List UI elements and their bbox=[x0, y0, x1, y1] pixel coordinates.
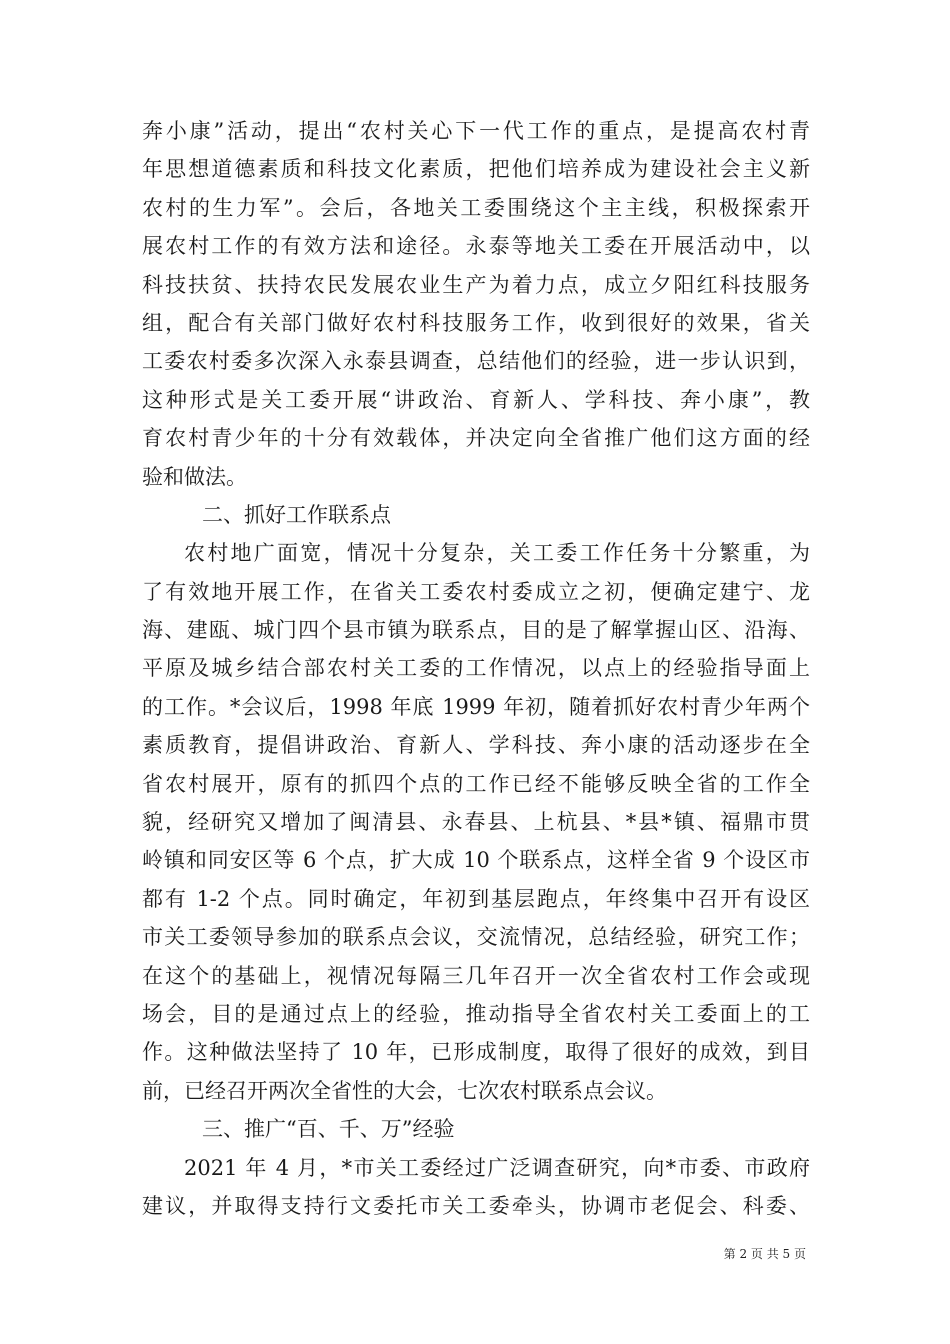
text-line: 组，配合有关部门做好农村科技服务工作，收到很好的效果，省关 bbox=[142, 310, 810, 335]
section-heading: 二、抓好工作联系点 bbox=[202, 502, 391, 527]
text-line: 验和做法。 bbox=[142, 464, 247, 489]
text-line: 农村的生力军”。会后，各地关工委围绕这个主主线，积极探索开 bbox=[142, 195, 810, 220]
section-heading: 三、推广“百、千、万”经验 bbox=[202, 1117, 455, 1142]
text-line: 都有 1-2 个点。同时确定，年初到基层跑点，年终集中召开有设区 bbox=[142, 886, 810, 911]
text-line: 农村地广面宽，情况十分复杂，关工委工作任务十分繁重，为 bbox=[184, 541, 810, 566]
text-line: 工委农村委多次深入永泰县调查，总结他们的经验，进一步认识到， bbox=[142, 349, 810, 374]
text-line: 海、建瓯、城门四个县市镇为联系点，目的是了解掌握山区、沿海、 bbox=[142, 618, 810, 643]
text-line: 貌，经研究又增加了闽清县、永春县、上杭县、*县*镇、福鼎市贯 bbox=[142, 810, 810, 835]
text-line: 市关工委领导参加的联系点会议，交流情况，总结经验，研究工作； bbox=[142, 925, 810, 950]
text-line: 年思想道德素质和科技文化素质，把他们培养成为建设社会主义新 bbox=[142, 157, 810, 182]
document-body bbox=[142, 112, 810, 1225]
text-line: 平原及城乡结合部农村关工委的工作情况，以点上的经验指导面上 bbox=[142, 656, 810, 681]
text-line: 展农村工作的有效方法和途径。永泰等地关工委在开展活动中，以 bbox=[142, 234, 810, 259]
text-line: 省农村展开，原有的抓四个点的工作已经不能够反映全省的工作全 bbox=[142, 771, 810, 796]
text-line: 科技扶贫、扶持农民发展农业生产为着力点，成立夕阳红科技服务 bbox=[142, 272, 810, 297]
text-line: 前，已经召开两次全省性的大会，七次农村联系点会议。 bbox=[142, 1078, 667, 1103]
text-line: 在这个的基础上，视情况每隔三几年召开一次全省农村工作会或现 bbox=[142, 963, 810, 988]
text-line: 素质教育，提倡讲政治、育新人、学科技、奔小康的活动逐步在全 bbox=[142, 733, 810, 758]
text-line: 奔小康”活动，提出“农村关心下一代工作的重点，是提高农村青 bbox=[142, 119, 810, 143]
text-line: 作。这种做法坚持了 10 年，已形成制度，取得了很好的成效，到目 bbox=[142, 1040, 810, 1065]
text-line: 场会，目的是通过点上的经验，推动指导全省农村关工委面上的工 bbox=[142, 1001, 810, 1026]
text-line: 育农村青少年的十分有效载体，并决定向全省推广他们这方面的经 bbox=[142, 426, 810, 451]
text-line: 了有效地开展工作，在省关工委农村委成立之初，便确定建宁、龙 bbox=[142, 579, 810, 604]
text-line: 建议，并取得支持行文委托市关工委牵头，协调市老促会、科委、 bbox=[142, 1193, 810, 1218]
text-line: 这种形式是关工委开展“讲政治、育新人、学科技、奔小康”，教 bbox=[142, 387, 810, 412]
page-number: 第 2 页 共 5 页 bbox=[723, 1247, 806, 1261]
text-line: 的工作。*会议后，1998 年底 1999 年初，随着抓好农村青少年两个 bbox=[142, 694, 810, 719]
text-line: 2021 年 4 月，*市关工委经过广泛调查研究，向*市委、市政府 bbox=[184, 1155, 810, 1180]
text-line: 岭镇和同安区等 6 个点，扩大成 10 个联系点，这样全省 9 个设区市 bbox=[142, 848, 810, 873]
